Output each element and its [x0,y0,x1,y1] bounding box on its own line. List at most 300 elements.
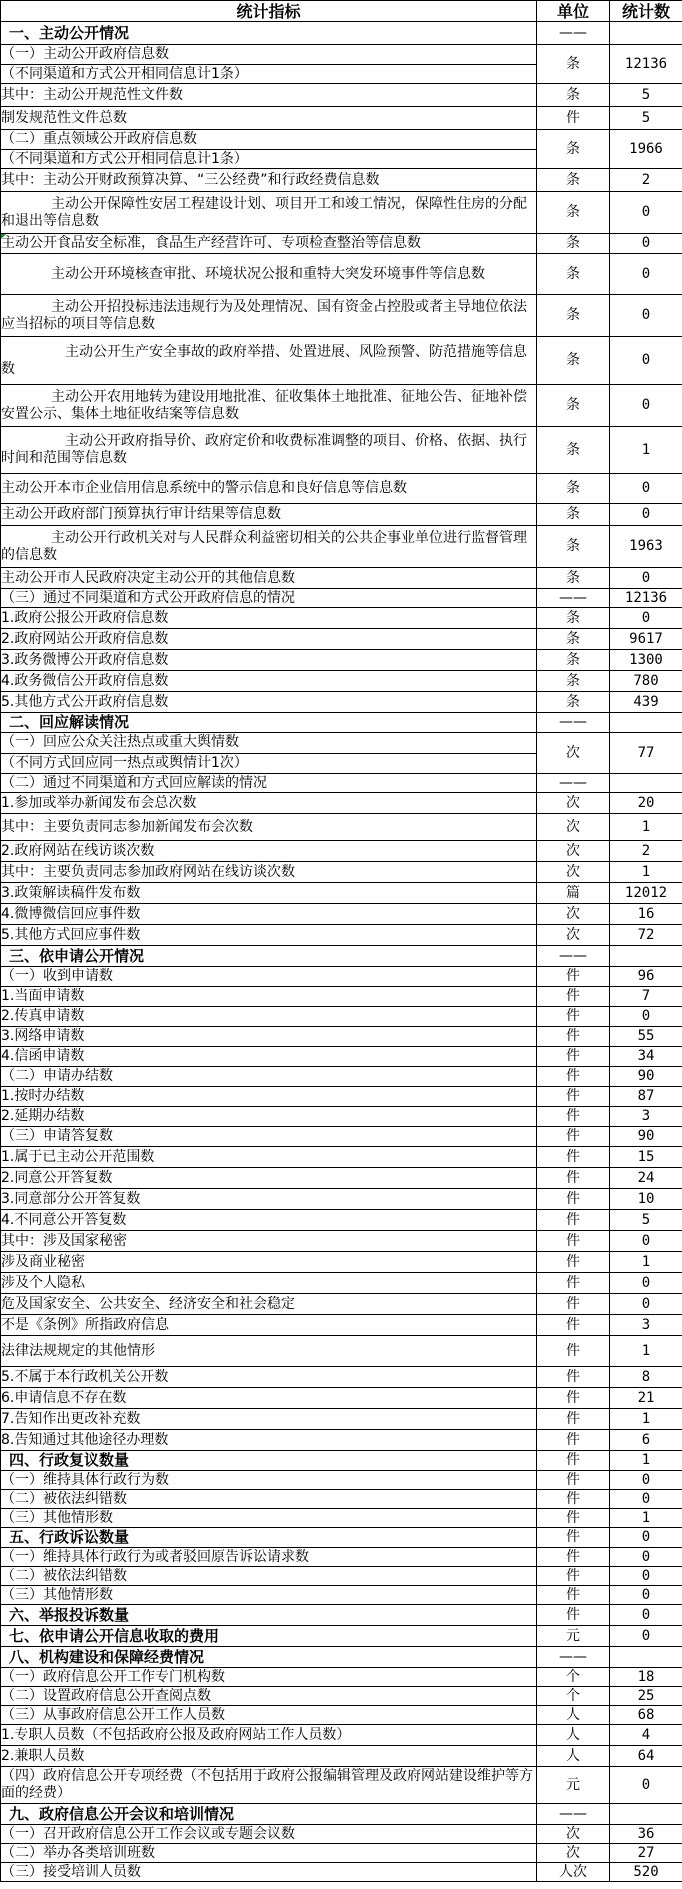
unit-cell: 件 [537,967,610,987]
indicator-label: 主动公开政府指导价、政府定价和收费标准调整的项目、价格、依据、执行时间和范围等信息数 [1,433,527,466]
indicator-cell [1,814,537,841]
count-cell: 0 [610,1471,682,1490]
indicator-label: （三）申请答复数 [1,1128,113,1144]
header-unit: 单位 [537,1,610,22]
indicator-cell [1,904,537,925]
indicator-cell [1,1863,537,1882]
indicator-cell [1,130,537,169]
unit-cell: 件 [537,1168,610,1189]
indicator-cell [1,1725,537,1746]
unit-cell: —— [537,22,610,45]
indicator-cell [1,1189,537,1210]
count-cell: 5 [610,84,682,107]
count-cell: 21 [610,1388,682,1409]
unit-cell: 条 [537,192,610,234]
indicator-label: 2.延期办结数 [1,1108,85,1124]
unit-cell: 件 [537,1567,610,1586]
count-cell: 1 [610,1509,682,1528]
table-row [1,841,682,862]
table-row [1,107,682,130]
count-cell: 1 [610,1451,682,1471]
indicator-cell [1,692,537,713]
count-cell: 0 [610,504,682,526]
count-cell: 0 [610,568,682,589]
count-cell: 25 [610,1687,682,1706]
indicator-cell [1,1315,537,1336]
indicator-label: 其中：主动公开财政预算决算、“三公经费”和行政经费信息数 [1,171,380,188]
unit-cell: 件 [537,1528,610,1548]
count-cell: 0 [610,254,682,295]
indicator-label: 主动公开行政机关对与人民群众利益密切相关的公共企事业单位进行监督管理的信息数 [1,529,527,563]
indicator-label: （三）其他情形数 [1,1586,113,1603]
unit-cell: 件 [537,1087,610,1107]
indicator-label: 主动公开食品安全标准，食品生产经营许可、专项检查整治等信息数 [1,235,421,251]
indicator-label: （二）通过不同渠道和方式回应解读的情况 [1,774,267,791]
count-cell: 12136 [610,589,682,608]
count-cell: 15 [610,1147,682,1168]
table-row [1,1027,682,1047]
unit-cell: 人次 [537,1863,610,1882]
indicator-label: （二）被依法纠错数 [1,1567,127,1584]
table-row [1,925,682,946]
count-cell: 7 [610,987,682,1007]
indicator-cell [1,1767,537,1804]
indicator-cell [1,1804,537,1825]
count-cell: 0 [610,1490,682,1509]
unit-cell: 条 [537,45,610,84]
table-row [1,568,682,589]
indicator-cell [1,1047,537,1067]
unit-cell: 条 [537,568,610,589]
count-cell: 0 [610,385,682,427]
unit-cell: 个 [537,1668,610,1687]
indicator-cell [1,1107,537,1127]
indicator-label: 4.不同意公开答复数 [1,1211,127,1228]
indicator-label: 1.当面申请数 [1,988,85,1004]
count-cell: 0 [610,1231,682,1252]
table-row [1,671,682,692]
indicator-cell [1,1509,537,1528]
indicator-cell [1,1528,537,1548]
count-cell: 3 [610,1107,682,1127]
table-row [1,1127,682,1147]
indicator-cell [1,1252,537,1273]
count-cell: 18 [610,1668,682,1687]
indicator-label: 其中：主动公开规范性文件数 [1,86,183,103]
unit-cell: 次 [537,793,610,814]
indicator-label: 三、依申请公开情况 [9,946,145,965]
indicator-label: （三）通过不同渠道和方式公开政府信息的情况 [1,589,295,606]
unit-cell: 条 [537,427,610,474]
unit-cell: 件 [537,1231,610,1252]
indicator-cell [1,1067,537,1087]
indicator-cell [1,1668,537,1687]
indicator-label: 五、行政诉讼数量 [9,1528,130,1546]
indicator-label-line: （不同渠道和方式公开相同信息计1条） [1,150,248,167]
count-cell: 1966 [610,130,682,169]
indicator-cell [1,1647,537,1668]
unit-cell: 元 [537,1767,610,1804]
unit-cell: 条 [537,295,610,337]
indicator-label: 2.传真申请数 [1,1008,85,1024]
indicator-label: （一）维持具体行政行为或者驳回原告诉讼请求数 [1,1548,309,1565]
unit-cell: 件 [537,1605,610,1626]
unit-cell: 次 [537,862,610,883]
indicator-label: 2.政府网站在线访谈次数 [1,842,155,859]
section-row [1,1451,682,1471]
count-cell: 1300 [610,650,682,671]
indicator-label: 六、举报投诉数量 [9,1605,130,1624]
indicator-label: 7.告知作出更改补充数 [1,1410,141,1427]
unit-cell: 条 [537,337,610,385]
table-row [1,692,682,713]
unit-cell: —— [537,946,610,967]
count-cell: 1 [610,427,682,474]
indicator-cell [1,84,537,107]
unit-cell: 件 [537,1189,610,1210]
indicator-label: （一）收到申请数 [1,968,113,984]
indicator-cell [1,774,537,793]
indicator-label: 5.其他方式公开政府信息数 [1,693,169,710]
count-cell: 77 [610,733,682,774]
indicator-cell [1,1127,537,1147]
indicator-label: （一）政府信息公开工作专门机构数 [1,1668,225,1685]
count-cell: 64 [610,1746,682,1767]
unit-cell: 条 [537,234,610,254]
indicator-cell [1,1567,537,1586]
indicator-label: 涉及商业秘密 [1,1253,85,1270]
table-row [1,1107,682,1127]
indicator-cell [1,946,537,967]
indicator-label: 九、政府信息公开会议和培训情况 [9,1804,235,1823]
unit-cell: 件 [537,1027,610,1047]
unit-cell: 件 [537,987,610,1007]
table-row [1,1725,682,1746]
indicator-cell [1,883,537,904]
section-row [1,1626,682,1647]
unit-cell: 次 [537,733,610,774]
unit-cell: 篇 [537,883,610,904]
indicator-cell [1,1147,537,1168]
indicator-label: 3.同意部分公开答复数 [1,1190,141,1207]
table-row [1,1687,682,1706]
indicator-cell [1,1825,537,1844]
table-row [1,608,682,629]
indicator-label: 4.政务微信公开政府信息数 [1,672,169,689]
table-row [1,1825,682,1844]
unit-cell: 次 [537,904,610,925]
unit-cell: 人 [537,1725,610,1746]
unit-cell: 件 [537,1548,610,1567]
indicator-label: 其中：主要负责同志参加政府网站在线访谈次数 [1,863,295,880]
count-cell: 2 [610,169,682,192]
indicator-label: 其中：涉及国家秘密 [1,1232,127,1249]
unit-cell: 条 [537,608,610,629]
indicator-cell [1,1844,537,1863]
unit-cell: 件 [537,1490,610,1509]
indicator-cell [1,650,537,671]
indicator-label: 1.专职人员数（不包括政府公报及政府网站工作人员数） [1,1726,351,1743]
table-row [1,526,682,568]
table-row [1,1471,682,1490]
count-cell: 0 [610,608,682,629]
count-cell: 0 [610,1294,682,1315]
count-cell: 0 [610,1626,682,1647]
section-row [1,946,682,967]
count-cell: 1 [610,1252,682,1273]
indicator-label: 主动公开环境核查审批、环境状况公报和重特大突发环境事件等信息数 [51,265,485,282]
indicator-label: （二）申请办结数 [1,1068,113,1084]
count-cell: 0 [610,234,682,254]
table-row [1,1388,682,1409]
unit-cell: 次 [537,841,610,862]
unit-cell: 件 [537,1007,610,1027]
count-cell: 0 [610,337,682,385]
unit-cell: 次 [537,814,610,841]
indicator-cell [1,1626,537,1647]
unit-cell: 件 [537,1367,610,1388]
unit-cell: 条 [537,254,610,295]
count-cell: 68 [610,1706,682,1725]
count-cell: 1 [610,862,682,883]
cell-flag-icon [1,234,6,239]
unit-cell: 元 [537,1626,610,1647]
table-row [1,337,682,385]
indicator-cell [1,1746,537,1767]
indicator-label: 6.申请信息不存在数 [1,1389,127,1406]
indicator-cell [1,733,537,774]
indicator-label: 主动公开招投标违法违规行为及处理情况、国有资金占控股或者主导地位依法应当招标的项目等信息数 [1,298,527,332]
indicator-label: 主动公开政府部门预算执行审计结果等信息数 [1,506,281,522]
indicator-label-line: （不同方式回应同一热点或舆情计1次） [1,754,248,771]
count-cell: 6 [610,1430,682,1451]
indicator-cell [1,526,537,568]
indicator-cell [1,629,537,650]
unit-cell: —— [537,1804,610,1825]
indicator-cell [1,1605,537,1626]
count-cell: 439 [610,692,682,713]
unit-cell: 条 [537,169,610,192]
indicator-cell [1,169,537,192]
table-row [1,904,682,925]
count-cell [610,1804,682,1825]
table-row [1,427,682,474]
unit-cell: 件 [537,1047,610,1067]
count-cell: 0 [610,1528,682,1548]
count-cell: 0 [610,1567,682,1586]
indicator-label: 制发规范性文件总数 [1,109,127,126]
table-row [1,1706,682,1725]
count-cell: 27 [610,1844,682,1863]
count-cell [610,774,682,793]
section-row [1,1605,682,1626]
indicator-label: 涉及个人隐私 [1,1274,85,1291]
indicator-cell [1,1027,537,1047]
indicator-label: 1.参加或举办新闻发布会总次数 [1,794,197,811]
table-row [1,295,682,337]
indicator-label: 二、回应解读情况 [9,713,130,731]
indicator-label: （三）接受培训人员数 [1,1863,141,1880]
unit-cell: 条 [537,650,610,671]
count-cell: 0 [610,1605,682,1626]
indicator-label: （一）召开政府信息公开工作会议或专题会议数 [1,1825,295,1842]
indicator-cell [1,1388,537,1409]
table-row [1,1336,682,1367]
indicator-label: 主动公开本市企业信用信息系统中的警示信息和良好信息等信息数 [1,480,407,496]
count-cell: 36 [610,1825,682,1844]
count-cell: 34 [610,1047,682,1067]
count-cell: 520 [610,1863,682,1882]
count-cell: 72 [610,925,682,946]
indicator-cell [1,1087,537,1107]
indicator-label: 3.政策解读稿件发布数 [1,884,141,901]
unit-cell: 件 [537,1451,610,1471]
unit-cell: 件 [537,1471,610,1490]
count-cell: 1963 [610,526,682,568]
count-cell: 0 [610,1548,682,1567]
count-cell: 24 [610,1168,682,1189]
table-row [1,967,682,987]
indicator-cell [1,793,537,814]
unit-cell: 件 [537,1315,610,1336]
unit-cell: —— [537,589,610,608]
unit-cell: 件 [537,107,610,130]
indicator-label: 主动公开农用地转为建设用地批准、征收集体土地批准、征地公告、征地补偿安置公示、集体土地征收结案等信息数 [1,388,527,422]
indicator-cell [1,22,537,45]
indicator-label-line: （一）主动公开政府信息数 [1,45,537,65]
table-row [1,1007,682,1027]
indicator-label: 四、行政复议数量 [9,1451,130,1469]
unit-cell: 件 [537,1273,610,1294]
table-row [1,1430,682,1451]
indicator-cell [1,1367,537,1388]
unit-cell: 次 [537,1825,610,1844]
indicator-cell [1,1586,537,1605]
table-row [1,1567,682,1586]
indicator-cell [1,254,537,295]
indicator-cell [1,337,537,385]
table-row [1,1047,682,1067]
indicator-label: （四）政府信息公开专项经费（不包括用于政府公报编辑管理及政府网站建设维护等方面的经费） [1,1768,533,1801]
indicator-label: （一）维持具体行政行为数 [1,1471,169,1488]
table-row [1,1315,682,1336]
indicator-cell [1,474,537,504]
table-row [1,1844,682,1863]
unit-cell: 件 [537,1107,610,1127]
unit-cell: 件 [537,1252,610,1273]
indicator-cell [1,1409,537,1430]
count-cell: 0 [610,1007,682,1027]
indicator-label: 七、依申请公开信息收取的费用 [9,1626,220,1645]
indicator-label: 8.告知通过其他途径办理数 [1,1431,169,1448]
table-row [1,862,682,883]
unit-cell: 条 [537,671,610,692]
table-row [1,1586,682,1605]
header-indicator: 统计指标 [1,1,537,22]
table-row [1,589,682,608]
section-row [1,1804,682,1825]
table-row [1,793,682,814]
unit-cell: 件 [537,1388,610,1409]
indicator-label: 3.网络申请数 [1,1028,85,1044]
table-row [1,1294,682,1315]
count-cell: 5 [610,1210,682,1231]
table-row [1,192,682,234]
table-row [1,774,682,793]
table-row [1,1087,682,1107]
table-row [1,1210,682,1231]
indicator-cell [1,1273,537,1294]
indicator-label: 主动公开生产安全事故的政府举措、处置进展、风险预警、防范措施等信息数 [1,343,527,377]
indicator-cell [1,1231,537,1252]
unit-cell: 个 [537,1687,610,1706]
table-row [1,254,682,295]
indicator-label: 2.同意公开答复数 [1,1169,113,1186]
unit-cell: 条 [537,692,610,713]
indicator-cell [1,45,537,84]
indicator-cell [1,1336,537,1367]
table-row [1,1168,682,1189]
indicator-cell [1,1007,537,1027]
indicator-cell [1,192,537,234]
table-row [1,733,682,774]
indicator-label: （三）其他情形数 [1,1509,113,1526]
indicator-cell [1,841,537,862]
table-row [1,1067,682,1087]
indicator-label: （二）设置政府信息公开查阅点数 [1,1687,211,1704]
count-cell: 90 [610,1067,682,1087]
indicator-label: 2.兼职人员数 [1,1747,85,1764]
unit-cell: 件 [537,1147,610,1168]
unit-cell: 条 [537,504,610,526]
count-cell: 0 [610,192,682,234]
count-cell: 5 [610,107,682,130]
unit-cell: 条 [537,629,610,650]
count-cell: 3 [610,1315,682,1336]
indicator-label: 3.政务微博公开政府信息数 [1,651,169,668]
count-cell: 16 [610,904,682,925]
count-cell: 1 [610,1409,682,1430]
indicator-cell [1,295,537,337]
indicator-cell [1,1294,537,1315]
unit-cell: 条 [537,474,610,504]
count-cell: 90 [610,1127,682,1147]
count-cell [610,1647,682,1668]
count-cell: 20 [610,793,682,814]
indicator-cell [1,1451,537,1471]
unit-cell: 人 [537,1746,610,1767]
count-cell: 0 [610,295,682,337]
indicator-cell [1,504,537,526]
count-cell [610,713,682,733]
indicator-cell [1,1490,537,1509]
indicator-cell [1,385,537,427]
indicator-cell [1,1687,537,1706]
unit-cell: 次 [537,1844,610,1863]
indicator-label: 八、机构建设和保障经费情况 [9,1647,205,1666]
indicator-label: （二）举办各类培训班数 [1,1844,155,1861]
indicator-label: 不是《条例》所指政府信息 [1,1316,169,1333]
indicator-label: 1.属于已主动公开范围数 [1,1148,155,1165]
table-header-row [1,1,682,22]
table-row [1,1767,682,1804]
indicator-label: 4.微博微信回应事件数 [1,905,141,922]
count-cell [610,22,682,45]
indicator-cell [1,987,537,1007]
indicator-label: 1.政府公报公开政府信息数 [1,609,169,626]
table-row [1,629,682,650]
table-row [1,883,682,904]
